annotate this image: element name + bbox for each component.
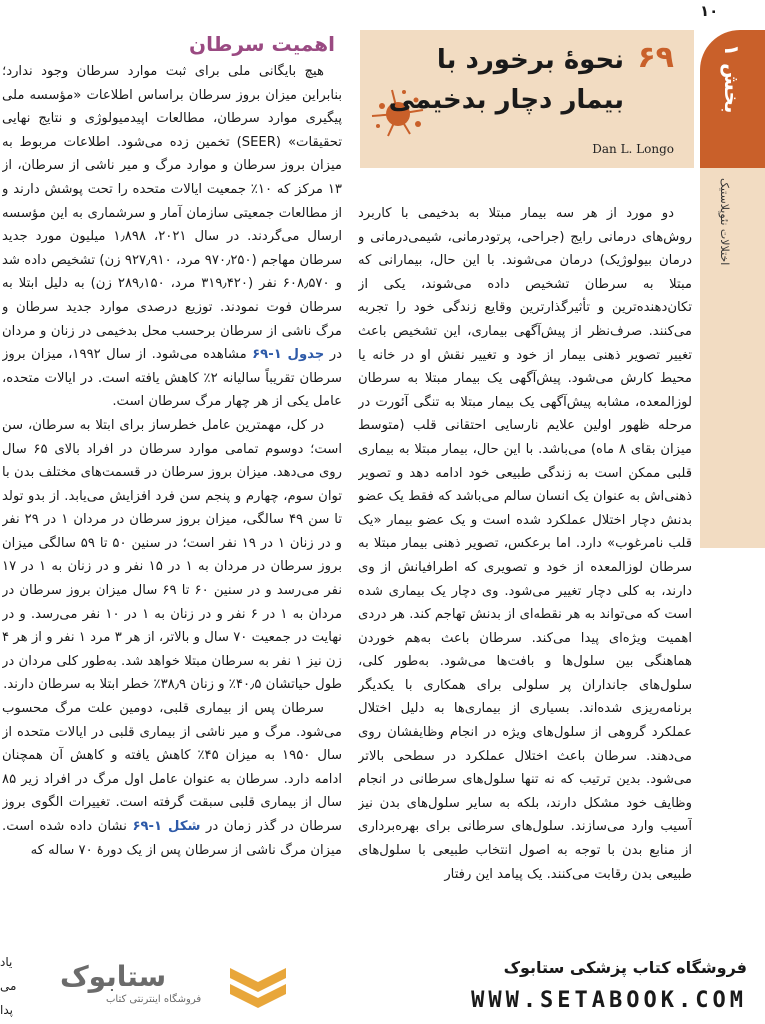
figure-reference-link[interactable]: شکل ۱-۶۹ — [132, 819, 201, 834]
chapter-number: ۶۹ — [637, 40, 674, 75]
chevron-logo-icon — [226, 962, 290, 1010]
left-column — [2, 60, 342, 940]
setabook-logo[interactable] — [36, 958, 306, 1018]
text-fade — [0, 918, 350, 942]
subject-strip — [700, 168, 765, 548]
section-tab-label: بخش ۱ — [720, 44, 744, 114]
section-title: اهمیت سرطان — [189, 32, 335, 56]
logo-subtitle: فروشگاه اینترنتی کتاب — [106, 994, 202, 1005]
chapter-title: نحوۀ برخورد با بیمار دچار بدخیمی — [388, 45, 624, 115]
paragraph: دو مورد از هر سه بیمار مبتلا به بدخیمی با کاربرد روش‌های درمانی رایج (جراحی، پرتودرمانی، شیمی‌درمانی و درمان بیولوژیک) درمان می‌شوند. با این حال، بیمارانی که مبتلا به سرطان تشخیص داده می‌شوند، یکی از تکان‌دهنده‌ترین و تأثیرگذارترین وقایع زندگی خود را تجربه می‌کنند. صرف‌نظر از پیش‌آگهی بیماری، این تشخیص باعث تغییر تصویر ذهنی بیمار از خود و تغییر نقش او در خانه یا محیط کارش می‌شود. پیش‌آگهی یک بیمار مبتلا به سرطان لوزالمعده، مشابه پیش‌آگهی یک بیمار مبتلا به تنگی آئورت در مرحله ظهور اولین علایم نارسایی احتقانی قلب (متوسط میزان بقای ۸ ماه) می‌باشد. با این حال، بیمار مبتلا به بیماری قلبی ممکن است به زندگی طبیعی خود ادامه دهد و تصویر ذهنی‌اش به عنوان یک انسان سالم می‌باشد که فقط یک عضو بدنش دچار اختلال عملکرد شده است و یک عضو بیمار «یک قلب نامرغوب» دارد. اما برعکس، تصویر ذهنی بیمار مبتلا به سرطان لوزالمعده از خود و تصویری که اطرافیانش از وی دارند، به کلی دچار تغییر می‌شود. وی دچار یک بیماری شده است که می‌تواند به هر نقطه‌ای از بدنش تهاجم کند. هر دردی اهمیت ویژه‌ای پیدا می‌کند. سرطان باعث به‌هم خوردن هماهنگی بین سلول‌ها و بافت‌ها می‌شود. به‌طور کلی، سلول‌های جانداران پر سلولی برای همکاری با یکدیگر برنامه‌ریزی شده‌اند. بسیاری از بیماری‌ها به دلیل اختلال عملکرد گروهی از سلول‌های ویژه در انجام وظایفشان روی می‌دهند. سرطان باعث اختلال عملکرد در سطحی بالاتر می‌شود. بدین ترتیب که نه تنها سلول‌های سرطانی در انجام وظایف خود مشکل دارند، بلکه به سایر سلول‌های بدن نیز آسیب وارد می‌سازند. سلول‌های سرطانی برای بهره‌برداری از منابع بدن با توجه به اصول انتخاب طبیعی با سلول‌های طبیعی بدن رقابت می‌کنند. یک پیامد این رفتار — [358, 206, 692, 882]
chapter-author: Dan L. Longo — [592, 142, 674, 156]
paragraph: سرطان پس از بیماری قلبی، دومین علت مرگ محسوب می‌شود. مرگ و میر ناشی از بیماری قلبی در ایالات متحده از سال ۱۹۵۰ به میزان ۴۵٪ کاهش یافته و کاهش آن همچنان ادامه دارد. سرطان به عنوان عامل اول مرگ در افراد زیر ۸۵ سال از بیماری قلبی سبقت گرفته است. تغییرات الگوی بروز سرطان در گذر زمان در شکل ۱-۶۹ نشان داده شده است. میزان مرگ ناشی از سرطان پس از یک دورۀ ۷۰ ساله که — [2, 701, 342, 858]
paragraph: در کل، مهمترین عامل خطرساز برای ابتلا به سرطان، سن است؛ دوسوم تمامی موارد سرطان در افراد بالای ۶۵ سال روی می‌دهد. میزان بروز سرطان در قسمت‌های مختلف بدن با توان سوم، چهارم و پنجم سن فرد افزایش می‌یابد. از بدو تولد تا سن ۴۹ سالگی، میزان بروز سرطان در مردان ۱ در ۲۹ نفر و در زنان ۱ در ۱۹ نفر است؛ در سنین ۵۰ تا ۵۹ سالگی میزان بروز سرطان در مردان به ۱ در ۱۵ نفر و در زنان به ۱ در ۱۷ نفر می‌رسد و در سنین ۶۰ تا ۶۹ سال میزان بروز سرطان در مردان به ۱ در ۶ نفر و در زنان به ۱ در ۱۰ نفر می‌رسد. و در نهایت در جمعیت ۷۰ سال و بالاتر، از هر ۳ مرد ۱ نفر و از هر ۴ زن نیز ۱ نفر به سرطان مبتلا خواهد شد. به‌طور کلی مردان در طول حیاتشان ۴۰٫۵٪ و زنان ۳۸٫۹٪ خطر ابتلا به سرطان دارند. — [2, 417, 342, 693]
paragraph: هیچ بایگانی ملی برای ثبت موارد سرطان وجود ندارد؛ بنابراین میزان بروز سرطان براساس اطلاعات «مؤسسه ملی پیگیری موارد سرطان، مطالعات اپیدمیولوژی و نتایج نهایی تحقیقات» (SEER) تخمین زده می‌شود. اطلاعات مربوط به میزان بروز سرطان و موارد مرگ و میر ناشی از سرطان، از ۱۳ مرکز که ۱۰٪ جمعیت ایالات متحده را تحت پوشش دارند و از مطالعات جمعیتی سازمان آمار و سرشماری به این مؤسسه ارسال می‌گردند. در سال ۲۰۲۱، ۱٫۸۹۸ میلیون مورد جدید سرطان مهاجم (۹۷۰٫۲۵۰ مرد، ۹۲۷٫۹۱۰ زن) تشخیص داده شد و ۶۰۸٫۵۷۰ نفر (۳۱۹٫۴۲۰ مرد، ۲۸۹٫۱۵۰ زن) به دلیل ابتلا به سرطان فوت نمودند. توزیع درصدی موارد جدید سرطان و مرگ ناشی از سرطان برحسب محل بدخیمی در زنان و مردان در جدول ۱-۶۹ مشاهده می‌شود. از سال ۱۹۹۲، میزان بروز سرطان تقریباً سالیانه ۲٪ کاهش یافته است. در ایالات متحده، عامل یکی از هر چهار مرگ سرطان است. — [2, 64, 342, 410]
page-number: ۱۰ — [700, 2, 719, 20]
section-tab — [700, 30, 765, 168]
logo-text: ستابوک — [60, 960, 167, 993]
store-url[interactable]: WWW.SETABOOK.COM — [471, 988, 747, 1013]
subject-label: اختلالات نئوپلاستیک — [718, 178, 731, 266]
chapter-header — [360, 30, 694, 168]
right-column — [358, 202, 692, 942]
edge-text-fragments: یاد می پدا — [0, 955, 17, 1017]
store-name: فروشگاه کتاب پزشکی ستابوک — [503, 958, 747, 977]
table-reference-link[interactable]: جدول ۱-۶۹ — [252, 347, 325, 363]
